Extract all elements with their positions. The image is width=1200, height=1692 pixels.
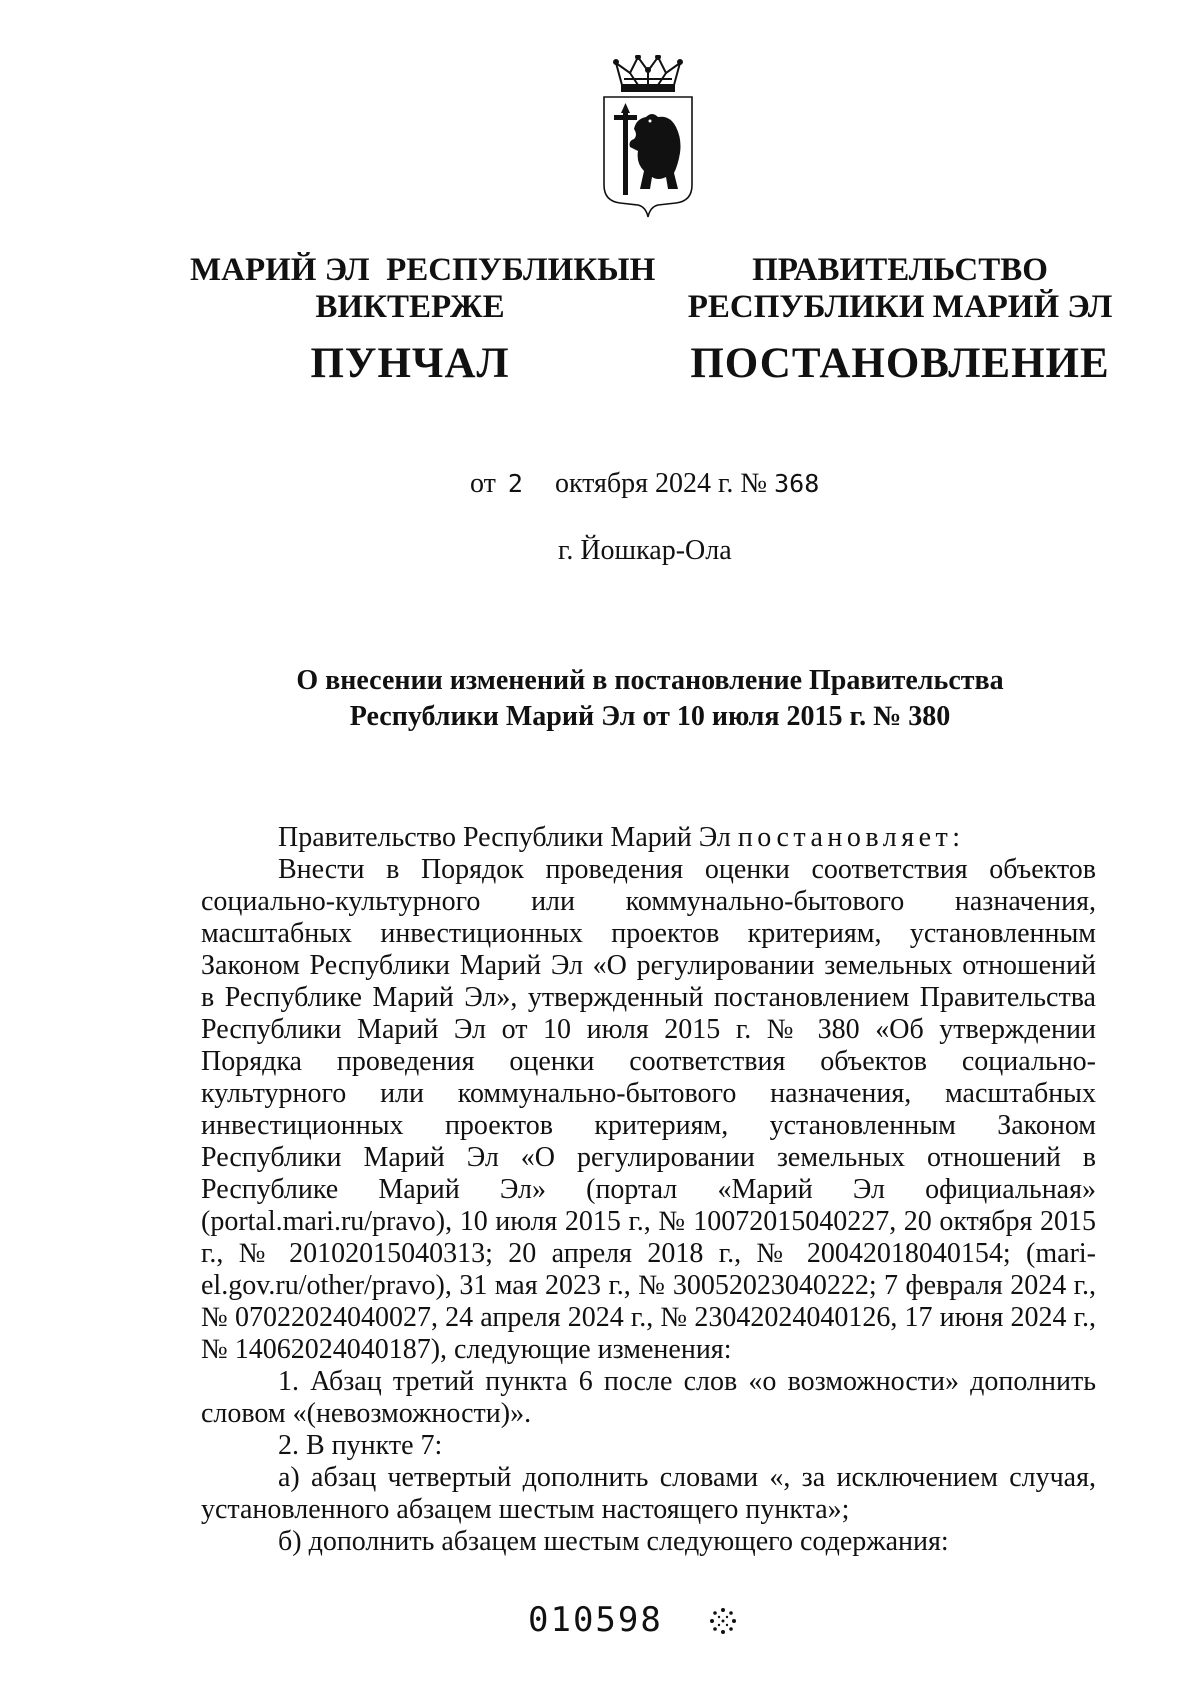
body-item-2: 2. В пункте 7: [278, 1430, 443, 1461]
document-title-line2: Республики Марий Эл от 10 июля 2015 г. № 380 [349, 701, 951, 732]
date-day: 2 [507, 469, 523, 498]
document-title-line1: О внесении изменений в постановление Правительства [296, 665, 1004, 696]
header-mari-line2: ВИКТЕРЖЕ [315, 288, 505, 325]
body-paragraph-main: Внести в Порядок проведения оценки соответствия объектов социально-культурного или коммунально-бытового назначения, масштабных инвестиционных проектов критериям, установленным Законом Республики Марий Эл «О регулировании земельных отношений в Республике Марий Эл», утвержденный постановлением Правительства Республики Марий Эл от 10 июля 2015 г. № 380 «Об утверждении Порядка проведения оценки соответствия объектов социально-культурного или коммунально-бытового назначения, масштабных инвестиционных проектов критериям, установленным Законом Республики Марий Эл «О регулировании земельных отношений в Республике Марий Эл» (портал «Марий Эл официальная» (portal.mari.ru/pravo), 10 июля 2015 г., № 10072015040227, 20 октября 2015 г., № 20102015040313; 20 апреля 2018 г., № 20042018040154; (mari-el.gov.ru/other/pravo), 31 мая 2023 г., № 30052023040222; 7 февраля 2024 г., № 07022024040027, 24 апреля 2024 г., № 23042024040126, 17 июня 2024 г., № 14062024040187), следующие изменения: [201, 854, 1096, 1365]
body-item-2a: а) абзац четвертый дополнить словами «, за исключением случая, установленного абзацем шестым настоящего пункта»; [201, 1462, 1096, 1525]
header-russian [680, 252, 1120, 388]
body-intro-lead: Правительство Республики Марий Эл [278, 822, 738, 853]
date-month-year: октября 2024 г. № [554, 468, 768, 499]
document-body [201, 822, 1096, 1558]
document-number: 368 [774, 469, 820, 498]
coat-of-arms-icon [600, 55, 696, 225]
header-russian-doctype: ПОСТАНОВЛЕНИЕ [690, 339, 1110, 387]
date-prefix: от [470, 468, 496, 499]
body-intro [201, 822, 1096, 854]
header-russian-line1: ПРАВИТЕЛЬСТВО [752, 252, 1048, 288]
header-mari [190, 252, 656, 388]
header-mari-doctype: ПУНЧАЛ [310, 339, 510, 387]
city-name: г. Йошкар-Ола [558, 535, 732, 566]
security-mark-icon [708, 1606, 738, 1636]
document-date-line [470, 468, 819, 500]
body-item-1: 1. Абзац третий пункта 6 после слов «о возможности» дополнить словом «(невозможности)». [201, 1366, 1096, 1429]
header-mari-line1: МАРИЙ ЭЛ РЕСПУБЛИКЫН [190, 252, 656, 288]
body-intro-resolves: постановляет: [737, 822, 965, 853]
form-serial-number: 010598 [528, 1600, 663, 1640]
header-russian-line2: РЕСПУБЛИКИ МАРИЙ ЭЛ [687, 288, 1113, 325]
document-title [200, 663, 1100, 735]
body-item-2b: б) дополнить абзацем шестым следующего содержания: [278, 1526, 949, 1557]
